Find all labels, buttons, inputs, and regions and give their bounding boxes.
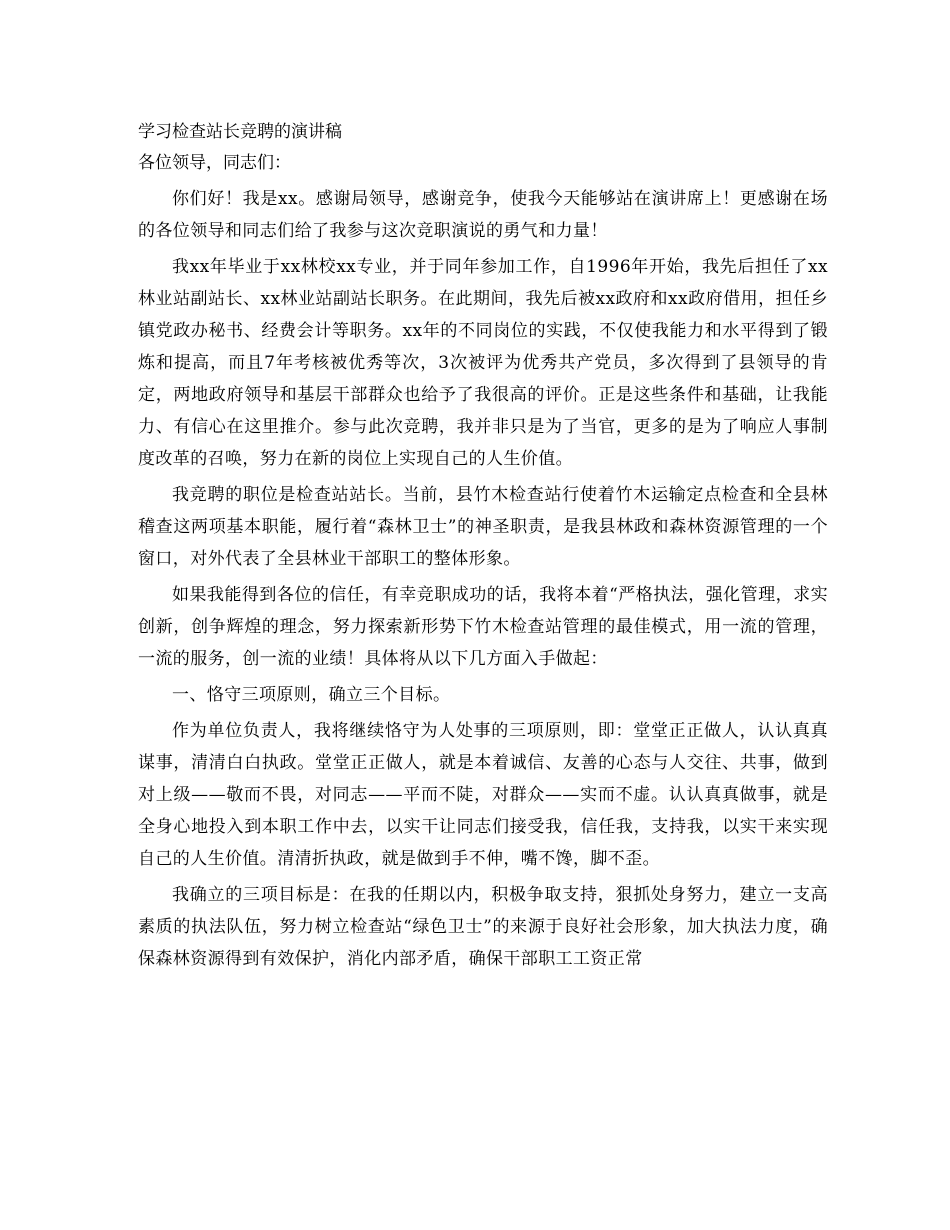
document-body <box>138 117 828 975</box>
salutation: 各位领导，同志们： <box>138 153 291 173</box>
paragraph-goals: 我确立的三项目标是：在我的任期以内，积极争取支持，狠抓处身努力，建立一支高素质的执法队伍，努力树立检查站“绿色卫士”的来源于良好社会形象，加大执法力度，确保森林资源得到有效保护，消化内部矛盾，确保干部职工工资正常 <box>138 885 828 969</box>
paragraph-principles: 作为单位负责人，我将继续恪守为人处事的三项原则，即：堂堂正正做人，认认真真谋事，清清白白执政。堂堂正正做人，就是本着诚信、友善的心态与人交往、共事，做到对上级——敬而不畏，对同志——平而不陡，对群众——实而不虚。认认真真做事，就是全身心地投入到本职工作中去，以实干让同志们接受我，信任我，支持我，以实干来实现自己的人生价值。清清折执政，就是做到手不伸，嘴不馋，脚不歪。 <box>138 721 828 869</box>
paragraph-background: 我xx年毕业于xx林校xx专业，并于同年参加工作，自1996年开始，我先后担任了xx林业站副站长、xx林业站副站长职务。在此期间，我先后被xx政府和xx政府借用，担任乡镇党政办秘书、经费会计等职务。xx年的不同岗位的实践，不仅使我能力和水平得到了锻炼和提高，而且7年考核被优秀等次，3次被评为优秀共产党员，多次得到了县领导的肯定，两地政府领导和基层干部群众也给予了我很高的评价。正是这些条件和基础，让我能力、有信心在这里推介。参与此次竞聘，我并非只是为了当官，更多的是为了响应人事制度改革的召唤，努力在新的岗位上实现自己的人生价值。 <box>138 257 828 469</box>
paragraph-position: 我竞聘的职位是检查站站长。当前，县竹木检查站行使着竹木运输定点检查和全县林稽查这两项基本职能，履行着“森林卫士”的神圣职责，是我县林政和森林资源管理的一个窗口，对外代表了全县林业干部职工的整体形象。 <box>138 485 828 569</box>
paragraph-greeting: 你们好！我是xx。感谢局领导，感谢竞争，使我今天能够站在演讲席上！更感谢在场的各位领导和同志们给了我参与这次竞职演说的勇气和力量！ <box>138 189 828 241</box>
paragraph-commitment: 如果我能得到各位的信任，有幸竞职成功的话，我将本着“严格执法，强化管理，求实创新，创争辉煌的理念，努力探索新形势下竹木检查站管理的最佳模式，用一流的管理，一流的服务，创一流的业绩！具体将从以下几方面入手做起： <box>138 585 828 669</box>
document-title: 学习检查站长竞聘的演讲稿 <box>138 122 342 142</box>
paragraph-section-heading: 一、恪守三项原则，确立三个目标。 <box>172 685 451 705</box>
